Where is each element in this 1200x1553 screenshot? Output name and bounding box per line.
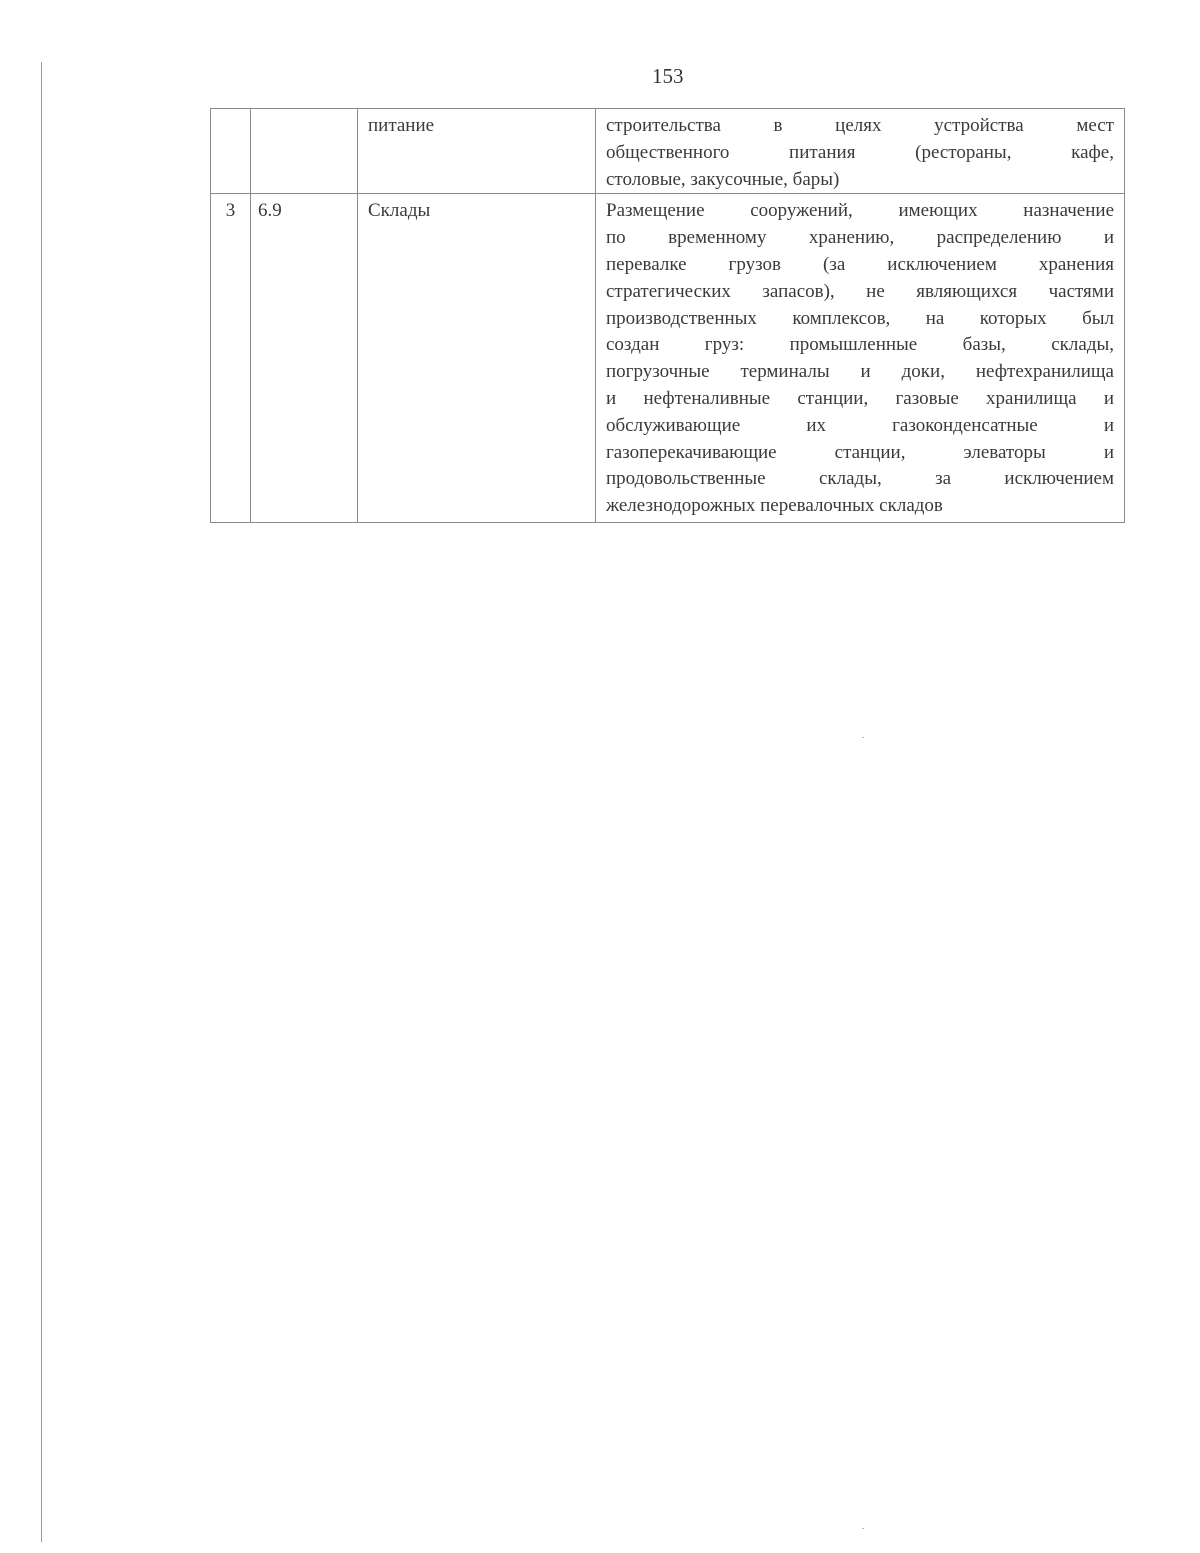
description-line: железнодорожных перевалочных складов — [606, 495, 943, 517]
name-cell: Склады — [358, 194, 596, 523]
description-line: столовые, закусочные, бары) — [606, 168, 840, 190]
code-cell: 6.9 — [251, 194, 358, 523]
description-cell — [596, 109, 1125, 194]
description-line: создан груз: промышленные базы, склады, — [606, 334, 1114, 356]
description-line: и нефтеналивные станции, газовые хранилища и — [606, 387, 1114, 409]
row-number-cell: 3 — [211, 194, 251, 523]
description-line: продовольственные склады, за исключением — [606, 468, 1114, 490]
description-cell — [596, 194, 1125, 523]
description-line: Размещение сооружений, имеющих назначение — [606, 200, 1114, 222]
description-line: обслуживающие их газоконденсатные и — [606, 414, 1114, 436]
description-line: газоперекачивающие станции, элеваторы и — [606, 441, 1114, 463]
description-line: стратегических запасов), не являющихся частями — [606, 280, 1114, 302]
land-use-table — [210, 108, 1125, 523]
scan-margin-line — [41, 62, 42, 1542]
description-line: строительства в целях устройства мест — [606, 115, 1114, 136]
description-line: перевалке грузов (за исключением хранения — [606, 253, 1114, 275]
table-row — [211, 194, 1125, 523]
scan-speck — [862, 1528, 864, 1529]
description-line: погрузочные терминалы и доки, нефтехранилища — [606, 361, 1114, 383]
description-line: общественного питания (рестораны, кафе, — [606, 141, 1114, 163]
scan-speck — [862, 737, 864, 738]
code-cell — [251, 109, 358, 194]
description-line: производственных комплексов, на которых был — [606, 307, 1114, 329]
row-number-cell — [211, 109, 251, 194]
table-row — [211, 109, 1125, 194]
description-line: по временному хранению, распределению и — [606, 227, 1114, 249]
name-cell: питание — [358, 109, 596, 194]
page-number: 153 — [652, 64, 684, 88]
